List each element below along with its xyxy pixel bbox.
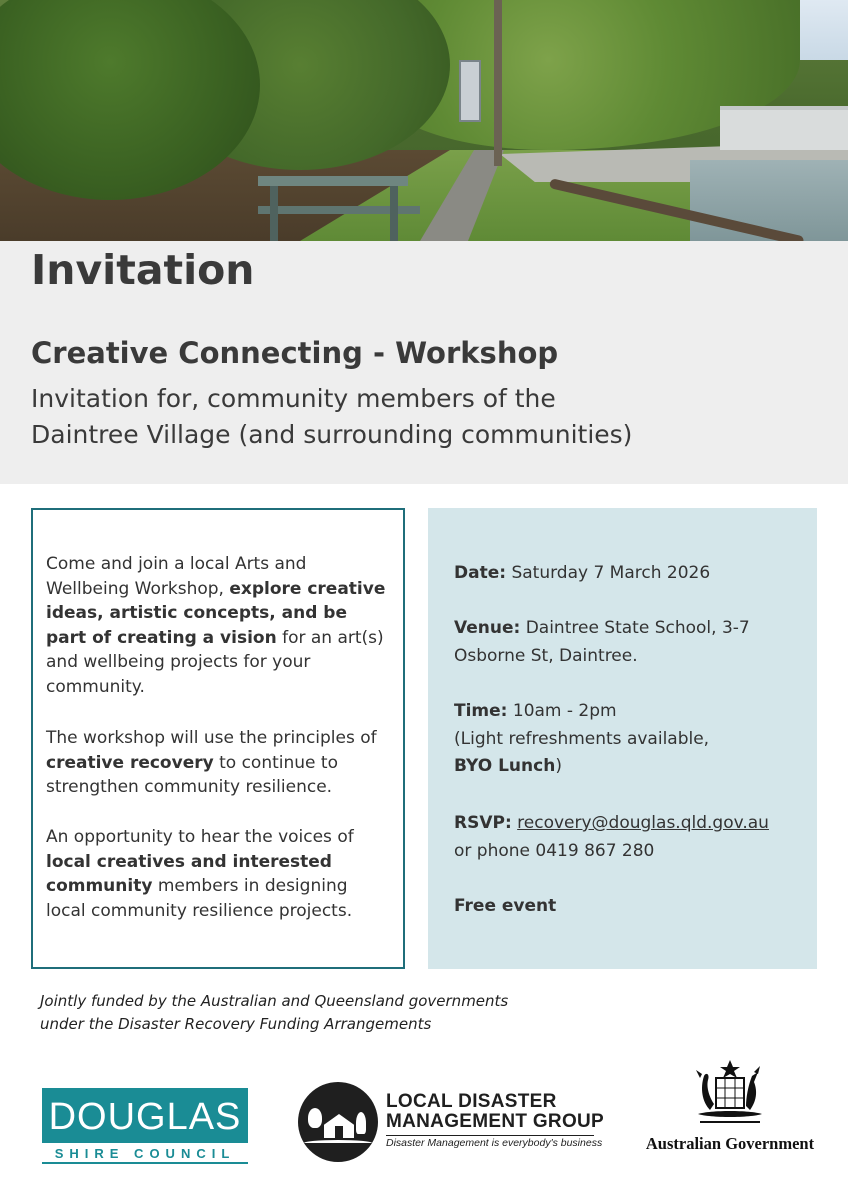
coat-of-arms-icon <box>680 1058 780 1130</box>
funding-note: Jointly funded by the Australian and Queensland governments under the Disaster Recovery Funding Arrangements <box>40 992 509 1033</box>
event-time: Time: 10am - 2pm (Light refreshments available, BYO Lunch) <box>454 701 710 776</box>
intro-text: Invitation for, community members of the Daintree Village (and surrounding communities) <box>31 384 633 449</box>
ldmg-emblem-icon <box>298 1082 378 1162</box>
event-date: Date: Saturday 7 March 2026 <box>454 563 711 583</box>
hero-photo <box>0 0 848 241</box>
event-subtitle: Creative Connecting - Workshop <box>31 336 559 370</box>
event-venue: Venue: Daintree State School, 3-7 Osborne St, Daintree. <box>454 618 750 666</box>
event-rsvp: RSVP: recovery@douglas.qld.gov.au or phone 0419 867 280 <box>454 813 769 861</box>
description-paragraph-3: An opportunity to hear the voices of local creatives and interested community members in designing local community resilience projects. <box>46 827 354 921</box>
ldmg-logo: LOCAL DISASTER MANAGEMENT GROUP Disaster Management is everybody's business <box>298 1080 608 1166</box>
description-paragraph-2: The workshop will use the principles of creative recovery to continue to strengthen community resilience. <box>46 728 377 798</box>
rsvp-email-link[interactable]: recovery@douglas.qld.gov.au <box>517 813 769 833</box>
free-event-label: Free event <box>454 896 557 916</box>
page-title: Invitation <box>31 246 255 294</box>
australian-government-logo: Australian Government <box>640 1058 820 1158</box>
douglas-shire-council-logo: DOUGLAS SHIRE COUNCIL <box>42 1088 248 1164</box>
description-paragraph-1: Come and join a local Arts and Wellbeing Workshop, explore creative ideas, artistic concepts, and be part of creating a vision for an art(s) and wellbeing projects for your community. <box>46 554 386 697</box>
rsvp-phone: or phone 0419 867 280 <box>454 840 655 861</box>
